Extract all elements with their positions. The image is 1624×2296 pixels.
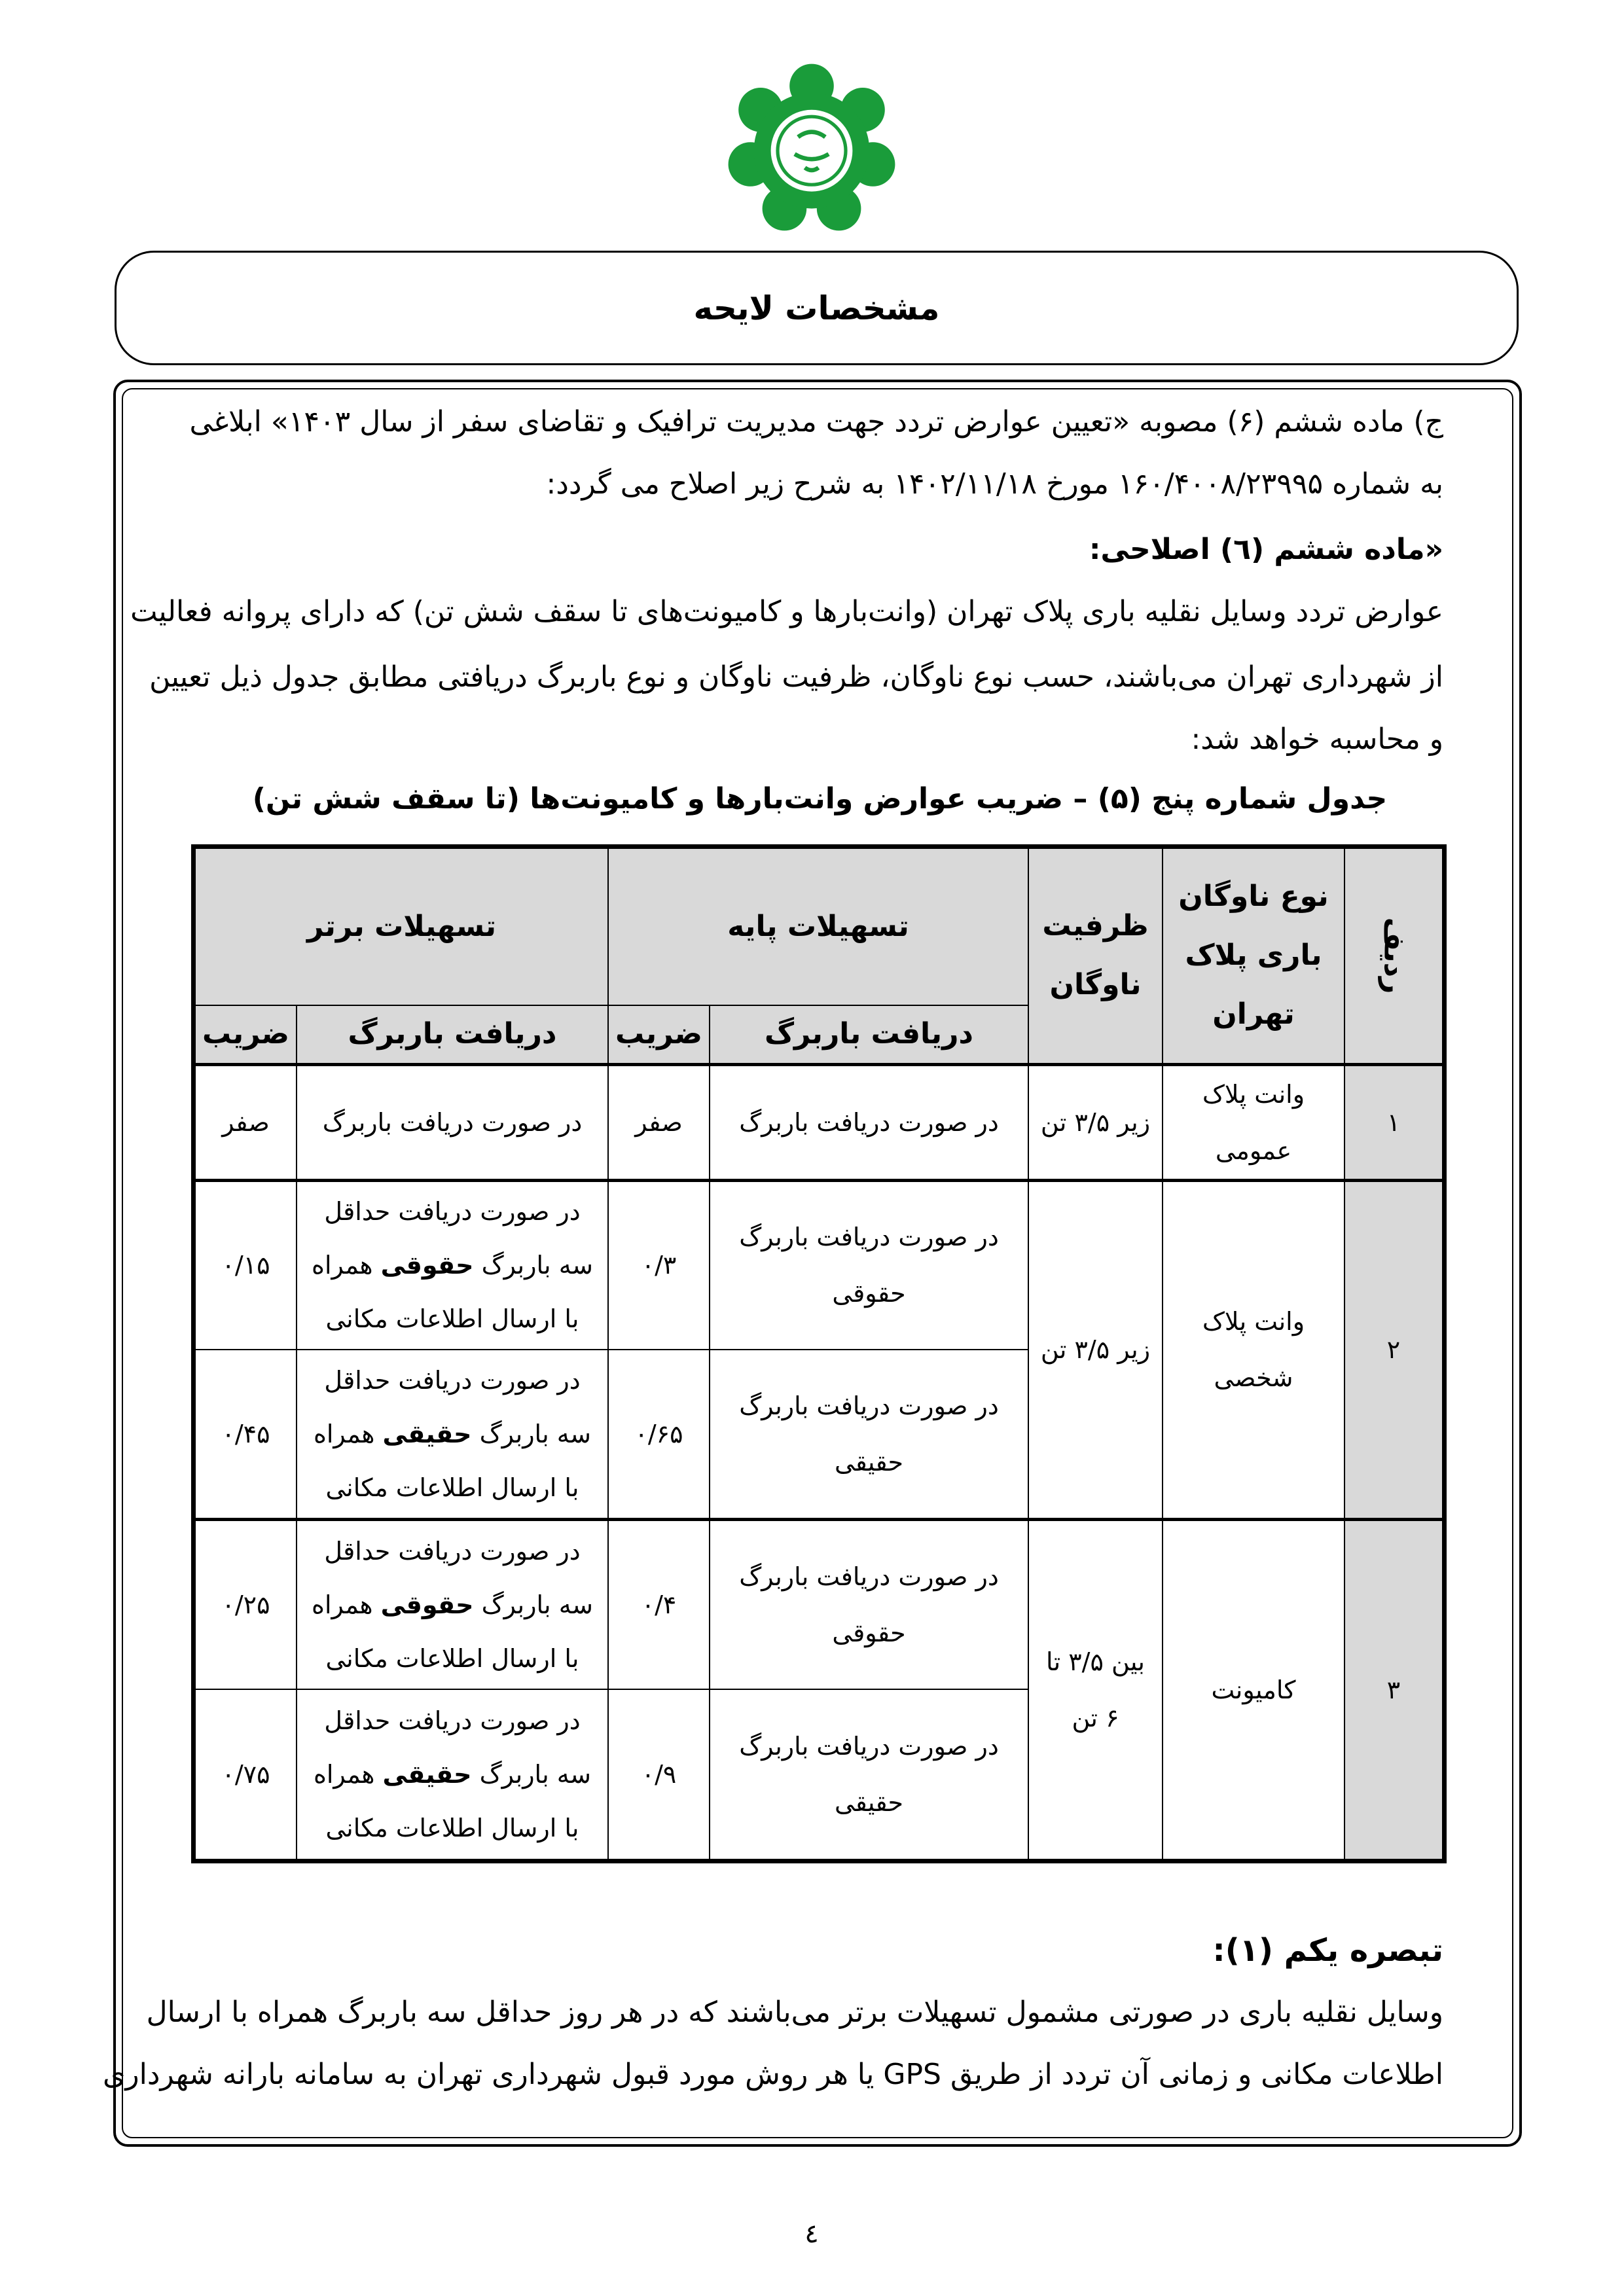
- header-basic: تسهیلات پایه: [608, 848, 1028, 1005]
- header-coef: ضریب: [608, 1005, 710, 1064]
- page-number: ٤: [804, 2219, 819, 2249]
- table-row: ۳ کامیونت بین ۳/۵ تا ۶ تن در صورت دریافت باربرگ حقوقی ۰/۴ در صورت دریافت حداقل سه باربرگ حقوقی همراه با ارسال اطلاعات مکانی ۰/۲۵: [195, 1519, 1443, 1689]
- table-row: ۱ وانت پلاک عمومی زیر ۳/۵ تن در صورت دریافت باربرگ صفر در صورت دریافت باربرگ صفر: [195, 1064, 1443, 1180]
- header-type: نوع ناوگان باری پلاک تهران: [1163, 848, 1344, 1064]
- header-radif: ردیف: [1344, 848, 1443, 1064]
- note-line: وسایل نقلیه باری در صورتی مشمول تسهیلات برتر می‌باشند که در هر روز حداقل سه باربرگ همراه با ارسال: [146, 1996, 1443, 2029]
- paragraph-line: از شهرداری تهران می‌باشند، حسب نوع ناوگان، ظرفیت ناوگان و نوع باربرگ دریافتی مطابق جدول ذیل تعیین: [149, 660, 1443, 694]
- header-capacity: ظرفیت ناوگان: [1028, 848, 1163, 1064]
- header-top: تسهیلات برتر: [195, 848, 608, 1005]
- paragraph-line: عوارض تردد وسایل نقلیه باری پلاک تهران (وانت‌بارها و کامیونت‌های تا سقف شش تن) که دارای پروانه فعالیت: [130, 595, 1443, 628]
- table-title: جدول شماره پنج (۵) – ضریب عوارض وانت‌بارها و کامیونت‌ها (تا سقف شش تن): [252, 782, 1388, 816]
- table-row: ۲ وانت پلاک شخصی زیر ۳/۵ تن در صورت دریافت باربرگ حقوقی ۰/۳ در صورت دریافت حداقل سه باربرگ حقوقی همراه با ارسال اطلاعات مکانی ۰/۱۵: [195, 1180, 1443, 1350]
- note-title: تبصره یکم (۱):: [1212, 1932, 1443, 1969]
- tehran-municipality-logo: [727, 62, 897, 232]
- header-coef: ضریب: [195, 1005, 297, 1064]
- header-receipt: دریافت باربرگ: [710, 1005, 1028, 1064]
- article-heading: «ماده ششم (٦) اصلاحی:: [1089, 533, 1443, 566]
- note-line: اطلاعات مکانی و زمانی آن تردد از طریق GPS یا هر روش مورد قبول شهرداری تهران به سامانه بارانه شهرداری: [102, 2058, 1443, 2091]
- paragraph-line: و محاسبه خواهد شد:: [1191, 723, 1443, 756]
- header-receipt: دریافت باربرگ: [297, 1005, 608, 1064]
- table-row: در صورت دریافت باربرگ حقیقی ۰/۹ در صورت دریافت حداقل سه باربرگ حقیقی همراه با ارسال اطلاعات مکانی ۰/۷۵: [195, 1689, 1443, 1859]
- header-title: مشخصات لایحه: [115, 251, 1519, 365]
- paragraph-line: به شماره ۱۶۰/۴۰۰۸/۲۳۹۹۵ مورخ ۱۴۰۲/۱۱/۱۸ به شرح زیر اصلاح می گردد:: [546, 467, 1443, 501]
- table-row: در صورت دریافت باربرگ حقیقی ۰/۶۵ در صورت دریافت حداقل سه باربرگ حقیقی همراه با ارسال اطلاعات مکانی ۰/۴۵: [195, 1350, 1443, 1519]
- fee-coefficient-table: [194, 848, 1443, 1860]
- paragraph-line: ج) ماده ششم (۶) مصوبه «تعیین عوارض تردد جهت مدیریت ترافیک و تقاضای سفر از سال ۱۴۰۳» ابلاغی: [189, 405, 1443, 439]
